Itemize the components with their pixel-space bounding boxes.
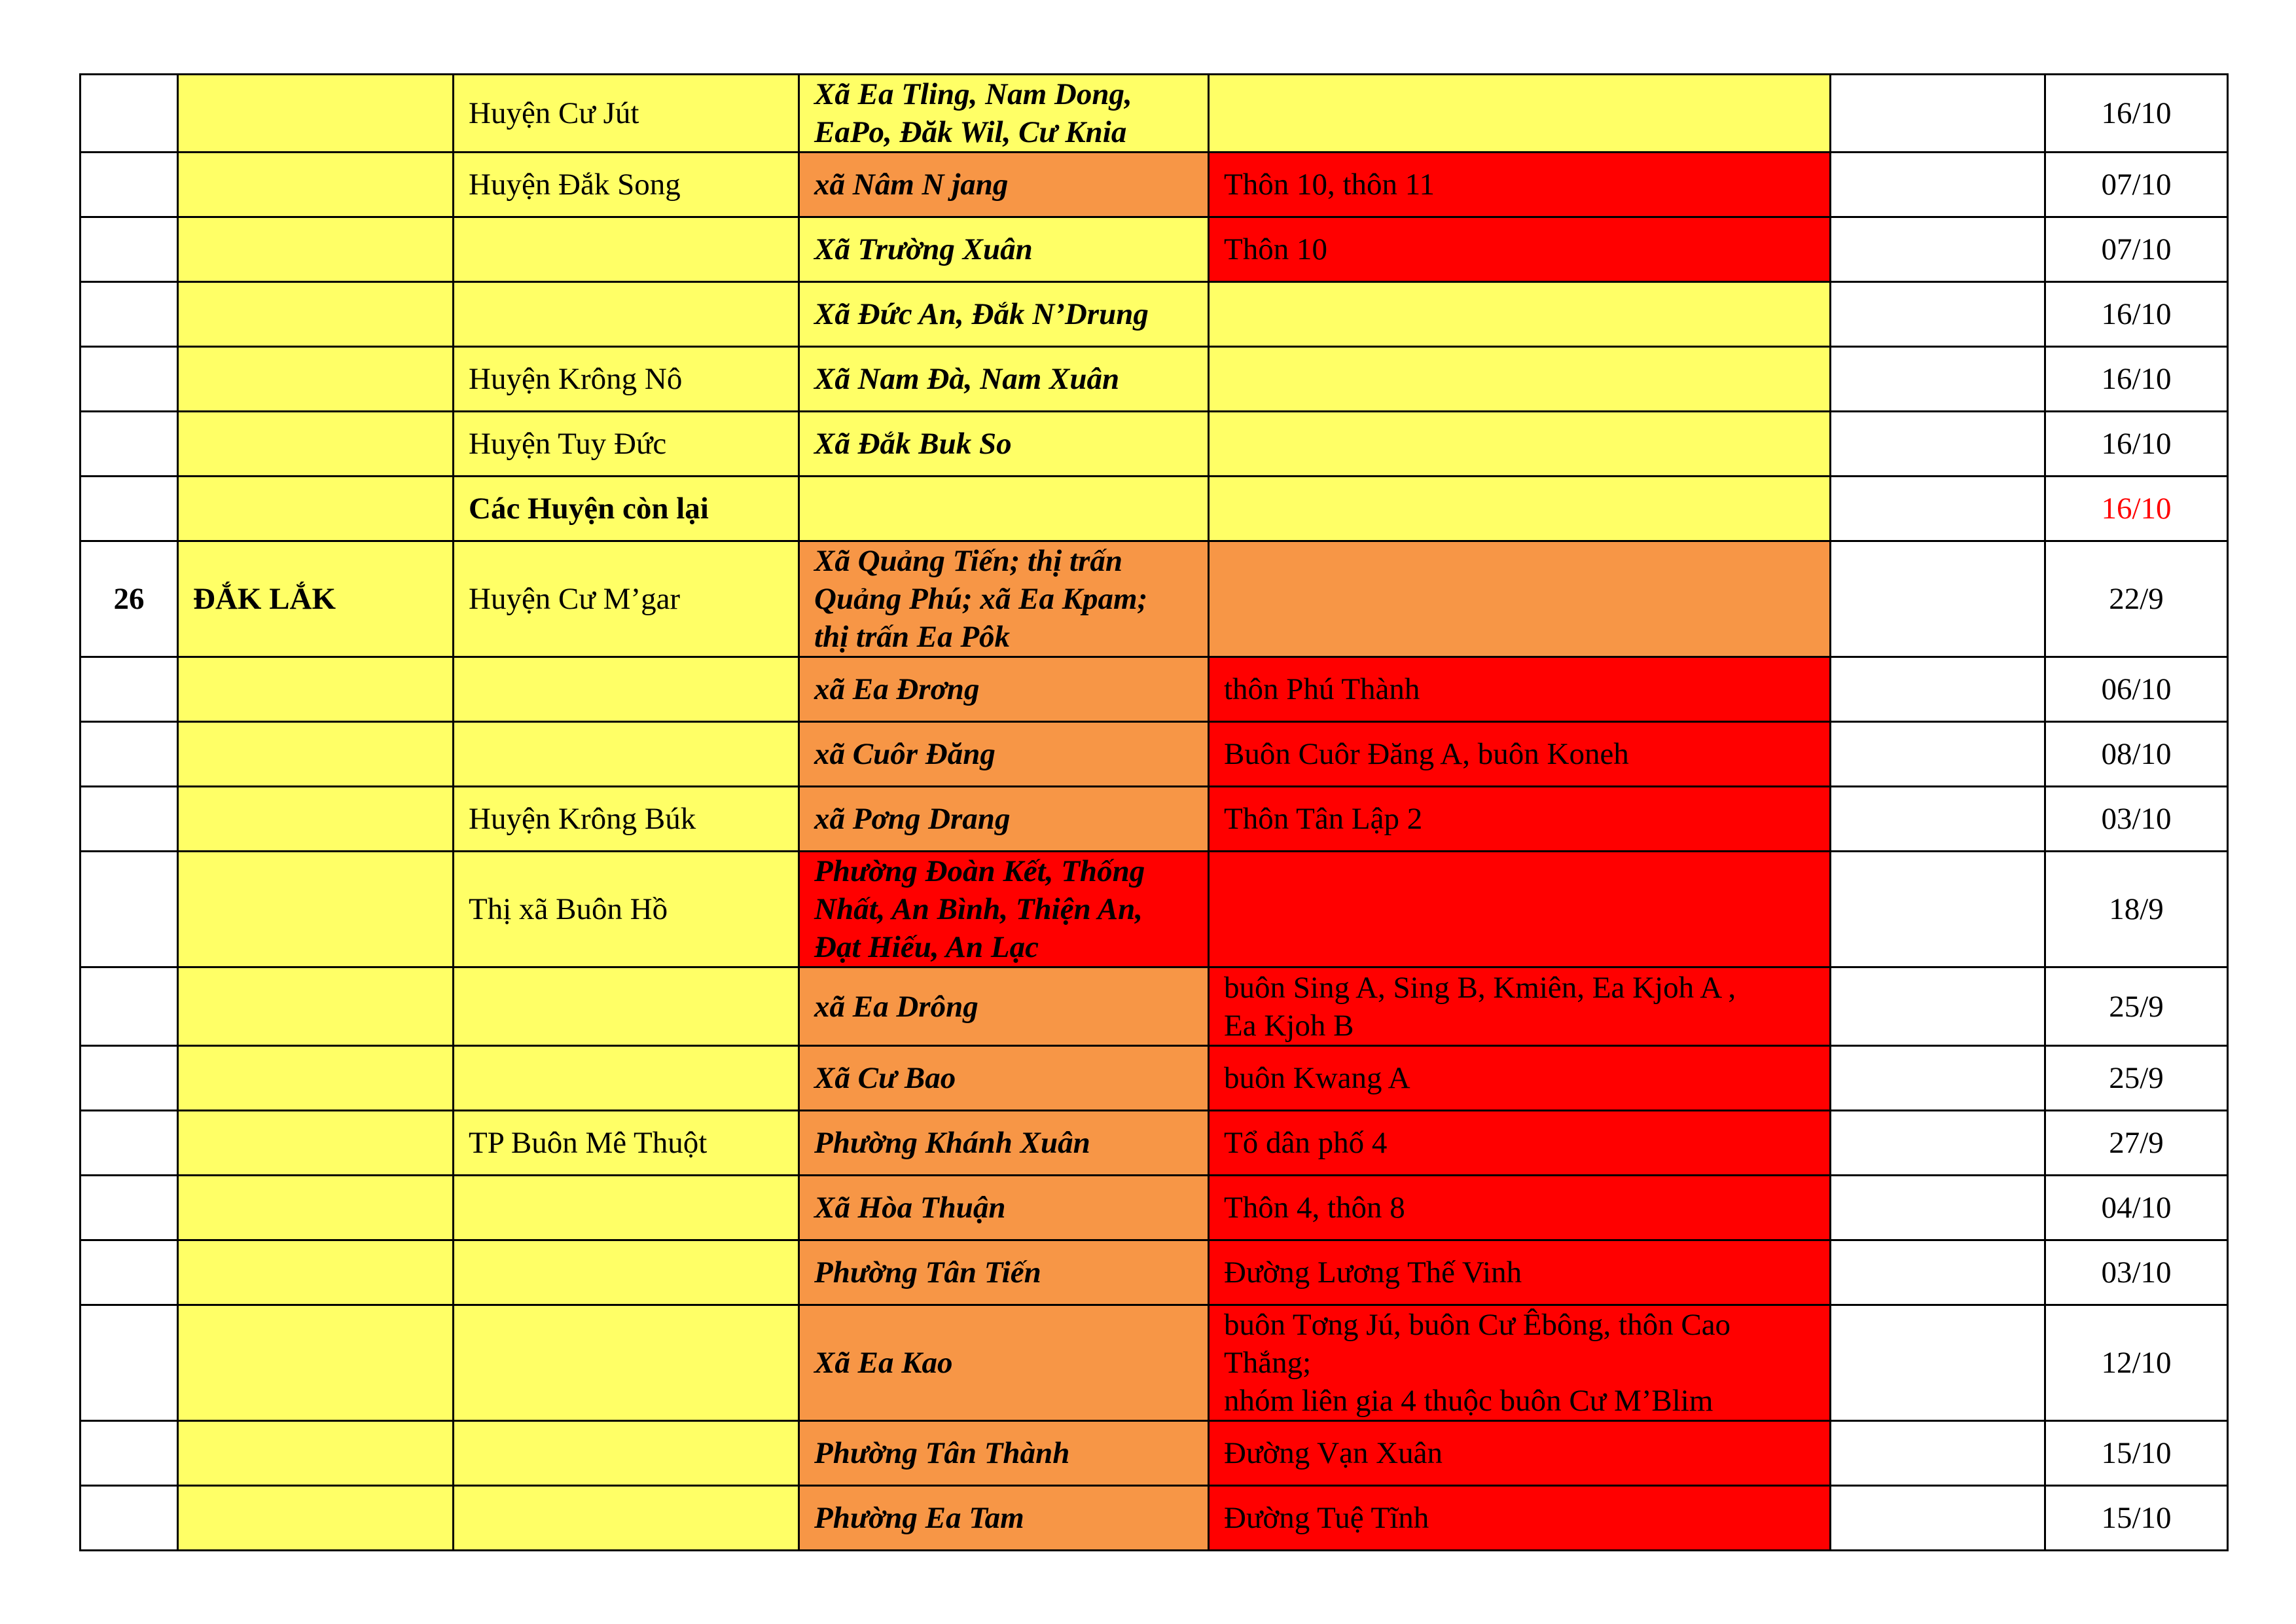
- stt-cell: [81, 1176, 178, 1240]
- date-cell: 12/10: [2045, 1305, 2228, 1421]
- area-cell: buôn Sing A, Sing B, Kmiên, Ea Kjoh A , Ea Kjoh B: [1209, 967, 1831, 1046]
- district-cell: Huyện Cư M’gar: [454, 541, 799, 657]
- area-cell: Đường Tuệ Tĩnh: [1209, 1486, 1831, 1551]
- stt-cell: [81, 217, 178, 282]
- commune-cell: Phường Ea Tam: [799, 1486, 1209, 1551]
- note-cell: [1831, 1305, 2045, 1421]
- area-cell: [1209, 541, 1831, 657]
- note-cell: [1831, 967, 2045, 1046]
- note-cell: [1831, 282, 2045, 347]
- date-cell: 07/10: [2045, 153, 2228, 217]
- district-cell: Huyện Tuy Đức: [454, 412, 799, 477]
- stt-cell: [81, 477, 178, 541]
- district-cell: Huyện Krông Búk: [454, 787, 799, 852]
- area-cell: [1209, 477, 1831, 541]
- table-row: [81, 153, 2228, 217]
- stt-cell: [81, 412, 178, 477]
- commune-cell: Phường Khánh Xuân: [799, 1111, 1209, 1176]
- province-cell: [178, 347, 454, 412]
- stt-cell: [81, 1240, 178, 1305]
- stt-cell: [81, 852, 178, 967]
- stt-cell: [81, 657, 178, 722]
- province-cell: [178, 1421, 454, 1486]
- commune-cell: Xã Nam Đà, Nam Xuân: [799, 347, 1209, 412]
- table-row: [81, 282, 2228, 347]
- note-cell: [1831, 347, 2045, 412]
- note-cell: [1831, 217, 2045, 282]
- note-cell: [1831, 657, 2045, 722]
- table-row: [81, 347, 2228, 412]
- area-cell: [1209, 852, 1831, 967]
- table-row: [81, 1421, 2228, 1486]
- district-cell: [454, 1421, 799, 1486]
- stt-cell: [81, 1111, 178, 1176]
- area-cell: Thôn 10: [1209, 217, 1831, 282]
- province-cell: [178, 1486, 454, 1551]
- stt-cell: [81, 1486, 178, 1551]
- district-cell: [454, 1240, 799, 1305]
- area-cell: [1209, 412, 1831, 477]
- commune-cell: Xã Trường Xuân: [799, 217, 1209, 282]
- province-cell: [178, 787, 454, 852]
- date-cell: 25/9: [2045, 1046, 2228, 1111]
- note-cell: [1831, 412, 2045, 477]
- date-cell: 16/10: [2045, 477, 2228, 541]
- area-cell: [1209, 75, 1831, 153]
- district-cell: [454, 1176, 799, 1240]
- date-cell: 08/10: [2045, 722, 2228, 787]
- commune-cell: xã Cuôr Đăng: [799, 722, 1209, 787]
- date-cell: 06/10: [2045, 657, 2228, 722]
- table-row: [81, 477, 2228, 541]
- area-cell: Tổ dân phố 4: [1209, 1111, 1831, 1176]
- area-cell: Thôn Tân Lập 2: [1209, 787, 1831, 852]
- district-cell: [454, 217, 799, 282]
- province-cell: [178, 1240, 454, 1305]
- table-row: [81, 1176, 2228, 1240]
- date-cell: 27/9: [2045, 1111, 2228, 1176]
- commune-cell: xã Ea Drông: [799, 967, 1209, 1046]
- table-row: [81, 852, 2228, 967]
- province-cell: ĐẮK LẮK: [178, 541, 454, 657]
- note-cell: [1831, 477, 2045, 541]
- note-cell: [1831, 1111, 2045, 1176]
- note-cell: [1831, 1046, 2045, 1111]
- date-cell: 04/10: [2045, 1176, 2228, 1240]
- table-row: [81, 1486, 2228, 1551]
- commune-cell: Xã Ea Tling, Nam Dong, EaPo, Đăk Wil, Cư Knia: [799, 75, 1209, 153]
- area-cell: Thôn 10, thôn 11: [1209, 153, 1831, 217]
- area-cell: [1209, 347, 1831, 412]
- district-cell: TP Buôn Mê Thuột: [454, 1111, 799, 1176]
- stt-cell: [81, 722, 178, 787]
- commune-cell: Xã Ea Kao: [799, 1305, 1209, 1421]
- province-cell: [178, 852, 454, 967]
- district-cell: [454, 657, 799, 722]
- district-cell: [454, 282, 799, 347]
- province-cell: [178, 657, 454, 722]
- area-cell: Thôn 4, thôn 8: [1209, 1176, 1831, 1240]
- note-cell: [1831, 1421, 2045, 1486]
- stt-cell: [81, 1421, 178, 1486]
- outbreak-table: [79, 73, 2229, 1551]
- note-cell: [1831, 1486, 2045, 1551]
- commune-cell: Phường Tân Thành: [799, 1421, 1209, 1486]
- table-body: [81, 75, 2228, 1551]
- province-cell: [178, 217, 454, 282]
- stt-cell: [81, 347, 178, 412]
- commune-cell: xã Nâm N jang: [799, 153, 1209, 217]
- commune-cell: Xã Đức An, Đắk N’Drung: [799, 282, 1209, 347]
- stt-cell: [81, 967, 178, 1046]
- table-row: [81, 967, 2228, 1046]
- stt-cell: [81, 153, 178, 217]
- commune-cell: Xã Đắk Buk So: [799, 412, 1209, 477]
- district-cell: Thị xã Buôn Hồ: [454, 852, 799, 967]
- province-cell: [178, 412, 454, 477]
- table-row: [81, 75, 2228, 153]
- date-cell: 03/10: [2045, 1240, 2228, 1305]
- date-cell: 16/10: [2045, 412, 2228, 477]
- area-cell: Buôn Cuôr Đăng A, buôn Koneh: [1209, 722, 1831, 787]
- date-cell: 03/10: [2045, 787, 2228, 852]
- province-cell: [178, 967, 454, 1046]
- commune-cell: [799, 477, 1209, 541]
- province-cell: [178, 282, 454, 347]
- commune-cell: Phường Đoàn Kết, Thống Nhất, An Bình, Thiện An, Đạt Hiếu, An Lạc: [799, 852, 1209, 967]
- date-cell: 15/10: [2045, 1421, 2228, 1486]
- note-cell: [1831, 541, 2045, 657]
- note-cell: [1831, 1240, 2045, 1305]
- note-cell: [1831, 722, 2045, 787]
- table-row: [81, 1111, 2228, 1176]
- note-cell: [1831, 852, 2045, 967]
- date-cell: 07/10: [2045, 217, 2228, 282]
- district-cell: [454, 1046, 799, 1111]
- date-cell: 25/9: [2045, 967, 2228, 1046]
- commune-cell: Xã Quảng Tiến; thị trấn Quảng Phú; xã Ea Kpam; thị trấn Ea Pôk: [799, 541, 1209, 657]
- commune-cell: Xã Hòa Thuận: [799, 1176, 1209, 1240]
- note-cell: [1831, 75, 2045, 153]
- table-row: [81, 787, 2228, 852]
- stt-cell: [81, 282, 178, 347]
- province-cell: [178, 1176, 454, 1240]
- date-cell: 16/10: [2045, 347, 2228, 412]
- commune-cell: xã Ea Đrơng: [799, 657, 1209, 722]
- table-row: [81, 412, 2228, 477]
- table-row: [81, 1046, 2228, 1111]
- table-row: [81, 541, 2228, 657]
- area-cell: Đường Lương Thế Vinh: [1209, 1240, 1831, 1305]
- date-cell: 22/9: [2045, 541, 2228, 657]
- table-row: [81, 1305, 2228, 1421]
- area-cell: thôn Phú Thành: [1209, 657, 1831, 722]
- district-cell: Các Huyện còn lại: [454, 477, 799, 541]
- area-cell: [1209, 282, 1831, 347]
- table-row: [81, 722, 2228, 787]
- district-cell: [454, 722, 799, 787]
- note-cell: [1831, 153, 2045, 217]
- date-cell: 18/9: [2045, 852, 2228, 967]
- area-cell: Đường Vạn Xuân: [1209, 1421, 1831, 1486]
- table-row: [81, 1240, 2228, 1305]
- note-cell: [1831, 787, 2045, 852]
- note-cell: [1831, 1176, 2045, 1240]
- district-cell: [454, 967, 799, 1046]
- commune-cell: Xã Cư Bao: [799, 1046, 1209, 1111]
- district-cell: Huyện Krông Nô: [454, 347, 799, 412]
- district-cell: [454, 1486, 799, 1551]
- date-cell: 16/10: [2045, 282, 2228, 347]
- stt-cell: 26: [81, 541, 178, 657]
- commune-cell: xã Pơng Drang: [799, 787, 1209, 852]
- stt-cell: [81, 75, 178, 153]
- date-cell: 15/10: [2045, 1486, 2228, 1551]
- province-cell: [178, 722, 454, 787]
- stt-cell: [81, 1305, 178, 1421]
- area-cell: buôn Tơng Jú, buôn Cư Êbông, thôn Cao Thắng; nhóm liên gia 4 thuộc buôn Cư M’Blim: [1209, 1305, 1831, 1421]
- district-cell: [454, 1305, 799, 1421]
- province-cell: [178, 1111, 454, 1176]
- province-cell: [178, 75, 454, 153]
- province-cell: [178, 1046, 454, 1111]
- district-cell: Huyện Đắk Song: [454, 153, 799, 217]
- area-cell: buôn Kwang A: [1209, 1046, 1831, 1111]
- stt-cell: [81, 1046, 178, 1111]
- table-row: [81, 657, 2228, 722]
- province-cell: [178, 153, 454, 217]
- province-cell: [178, 477, 454, 541]
- commune-cell: Phường Tân Tiến: [799, 1240, 1209, 1305]
- stt-cell: [81, 787, 178, 852]
- district-cell: Huyện Cư Jút: [454, 75, 799, 153]
- province-cell: [178, 1305, 454, 1421]
- table-row: [81, 217, 2228, 282]
- date-cell: 16/10: [2045, 75, 2228, 153]
